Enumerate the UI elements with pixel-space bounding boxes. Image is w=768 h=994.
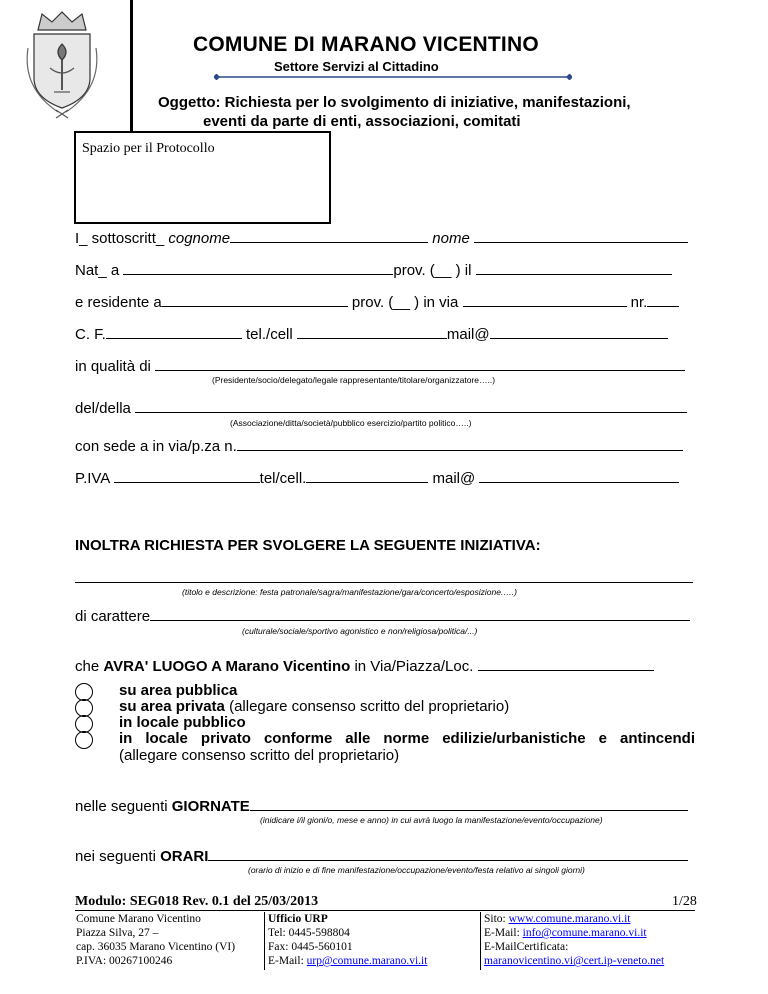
character-field[interactable] — [150, 606, 690, 621]
title-hint: (titolo e descrizione: festa patronale/sagra/manifestazione/gara/concerto/esposizione.….) — [182, 587, 517, 597]
line-seat — [75, 436, 695, 455]
module-code: Modulo: SEG018 Rev. 0.1 del 25/03/2013 — [75, 894, 319, 909]
mail2-field[interactable] — [479, 468, 679, 483]
footer-site-line — [484, 912, 664, 926]
line-contacts — [75, 324, 695, 343]
entity-hint: (Associazione/ditta/società/pubblico esercizio/partito politico…..) — [230, 418, 472, 428]
mail-field[interactable] — [490, 324, 668, 339]
hours-hint: (orario di inizio e di fine manifestazione/occupazione/evento/festa relativo ai singoli giorni) — [248, 865, 585, 875]
subject-line-2: eventi da parte di enti, associazioni, comitati — [203, 113, 521, 130]
character-hint: (culturale/sociale/sportivo agonistico e non/religiosa/politica/...) — [242, 626, 478, 636]
page-subtitle: Settore Servizi al Cittadino — [274, 59, 439, 74]
line-residence — [75, 292, 695, 311]
line-name — [75, 228, 695, 247]
protocol-box[interactable] — [74, 131, 331, 224]
footer-piva: P.IVA: 00267100246 — [76, 955, 173, 967]
seat-field[interactable] — [237, 436, 683, 451]
footer-urp-email-line — [268, 954, 427, 968]
label-nr: nr. — [626, 294, 648, 311]
option-area-privata — [119, 698, 509, 715]
footer-cap: cap. 36035 Marano Vicentino (VI) — [76, 941, 236, 953]
days-hint: (inidicare i/il gioni/o, mese e anno) in cui avrà luogo la manifestazione/evento/occupazione) — [260, 815, 603, 825]
footer-cert-label: E-MailCertificata: — [484, 941, 569, 953]
hours-field[interactable] — [208, 846, 688, 861]
label-piva: P.IVA — [75, 470, 114, 487]
label-avra-luogo: AVRA' LUOGO A Marano Vicentino — [103, 658, 351, 675]
label-nelle-seguenti: nelle seguenti — [75, 798, 172, 815]
cf-field[interactable] — [106, 324, 242, 339]
nome-field[interactable] — [474, 228, 688, 243]
cognome-field[interactable] — [230, 228, 428, 243]
label-orari: ORARI — [160, 848, 209, 865]
label-mail-2: mail@ — [428, 470, 480, 487]
option-area-pubblica — [119, 682, 237, 699]
line-birth — [75, 260, 695, 279]
footer-street: Piazza Silva, 27 – — [76, 927, 159, 939]
footer-urp — [268, 912, 427, 968]
label-nome: nome — [428, 230, 474, 247]
line-entity — [75, 398, 695, 417]
footer-urp-tel: Tel: 0445-598804 — [268, 927, 350, 939]
location-field[interactable] — [478, 656, 654, 671]
footer-separator-2 — [480, 912, 481, 970]
request-heading: INOLTRA RICHIESTA PER SVOLGERE LA SEGUENTE INIZIATIVA: — [75, 537, 541, 554]
label-nato-a: Nat_ a — [75, 262, 124, 279]
street-field[interactable] — [463, 292, 627, 307]
subject-line-1: Oggetto: Richiesta per lo svolgimento di iniziative, manifestazioni, — [158, 94, 631, 111]
footer-web — [484, 912, 664, 968]
label-di-carattere: di carattere — [75, 608, 151, 625]
option-2-label: su area privata — [119, 698, 225, 715]
option-2-note: (allegare consenso scritto del proprietario) — [224, 698, 510, 715]
label-del-della: del/della — [75, 400, 136, 417]
protocol-label: Spazio per il Protocollo — [82, 141, 215, 156]
label-sede: con sede a in via/p.za n. — [75, 438, 237, 455]
footer-site-link[interactable]: www.comune.marano.vi.it — [508, 913, 631, 925]
line-hours — [75, 846, 695, 865]
footer-urp-title: Ufficio URP — [268, 913, 328, 925]
initiative-title-field[interactable] — [75, 568, 693, 583]
label-cognome: cognome — [168, 230, 231, 247]
label-mail: mail@ — [446, 326, 490, 343]
option-locale-pubblico — [119, 714, 246, 731]
label-in-qualita-di: in qualità di — [75, 358, 156, 375]
footer-rule — [75, 910, 695, 911]
tel2-field[interactable] — [306, 468, 428, 483]
header-vertical-rule — [130, 0, 133, 131]
label-via-piazza: in Via/Piazza/Loc. — [350, 658, 478, 675]
label-tel-cell: tel./cell — [241, 326, 297, 343]
role-field[interactable] — [155, 356, 685, 371]
option-locale-privato — [119, 730, 695, 747]
line-title — [75, 568, 695, 587]
municipal-crest-icon — [20, 8, 104, 120]
page-number: 1/28 — [672, 894, 697, 909]
role-hint: (Presidente/socio/delegato/legale rappresentante/titolare/organizzatore…..) — [212, 375, 496, 385]
footer-cert-link[interactable]: maranovicentino.vi@cert.ip-veneto.net — [484, 955, 665, 967]
footer-address — [76, 912, 235, 968]
label-che: che — [75, 658, 104, 675]
footer-urp-email-label: E-Mail: — [268, 955, 307, 967]
birthdate-field[interactable] — [476, 260, 672, 275]
days-field[interactable] — [250, 796, 688, 811]
title-divider — [214, 74, 572, 80]
piva-field[interactable] — [114, 468, 260, 483]
line-place — [75, 656, 695, 675]
footer-site-label: Sito: — [484, 913, 509, 925]
footer-info-link[interactable]: info@comune.marano.vi.it — [522, 927, 647, 939]
line-days — [75, 796, 695, 815]
document-subject — [158, 93, 631, 131]
label-sottoscritto: I_ sottoscritt_ — [75, 230, 169, 247]
footer-separator-1 — [264, 912, 265, 970]
radio-locale-privato[interactable] — [75, 731, 93, 749]
footer-municipality: Comune Marano Vicentino — [76, 913, 201, 925]
label-tel-cell-2: tel/cell. — [259, 470, 307, 487]
footer-info-label: E-Mail: — [484, 927, 523, 939]
label-cf: C. F. — [75, 326, 106, 343]
label-giornate: GIORNATE — [171, 798, 250, 815]
line-role — [75, 356, 695, 375]
birthplace-field[interactable] — [123, 260, 393, 275]
option-3-label: in locale pubblico — [119, 714, 246, 731]
tel-field[interactable] — [297, 324, 447, 339]
label-nei-seguenti: nei seguenti — [75, 848, 161, 865]
page-title: COMUNE DI MARANO VICENTINO — [193, 33, 539, 56]
entity-field[interactable] — [135, 398, 687, 413]
label-prov-via: prov. (__ ) in via — [347, 294, 463, 311]
label-prov-il: prov. (__ ) il — [393, 262, 476, 279]
line-piva — [75, 468, 695, 487]
option-4-label: in locale privato conforme alle norme edilizie/urbanistiche e antincendi — [119, 730, 695, 747]
label-residente-a: e residente a — [75, 294, 162, 311]
residence-field[interactable] — [162, 292, 348, 307]
footer-urp-email-link[interactable]: urp@comune.marano.vi.it — [306, 955, 428, 967]
option-1-label: su area pubblica — [119, 682, 238, 699]
footer-info-line — [484, 926, 664, 940]
footer-urp-fax: Fax: 0445-560101 — [268, 941, 353, 953]
option-4-note: (allegare consenso scritto del proprietario) — [119, 747, 400, 764]
line-character — [75, 606, 695, 625]
number-field[interactable] — [647, 292, 679, 307]
